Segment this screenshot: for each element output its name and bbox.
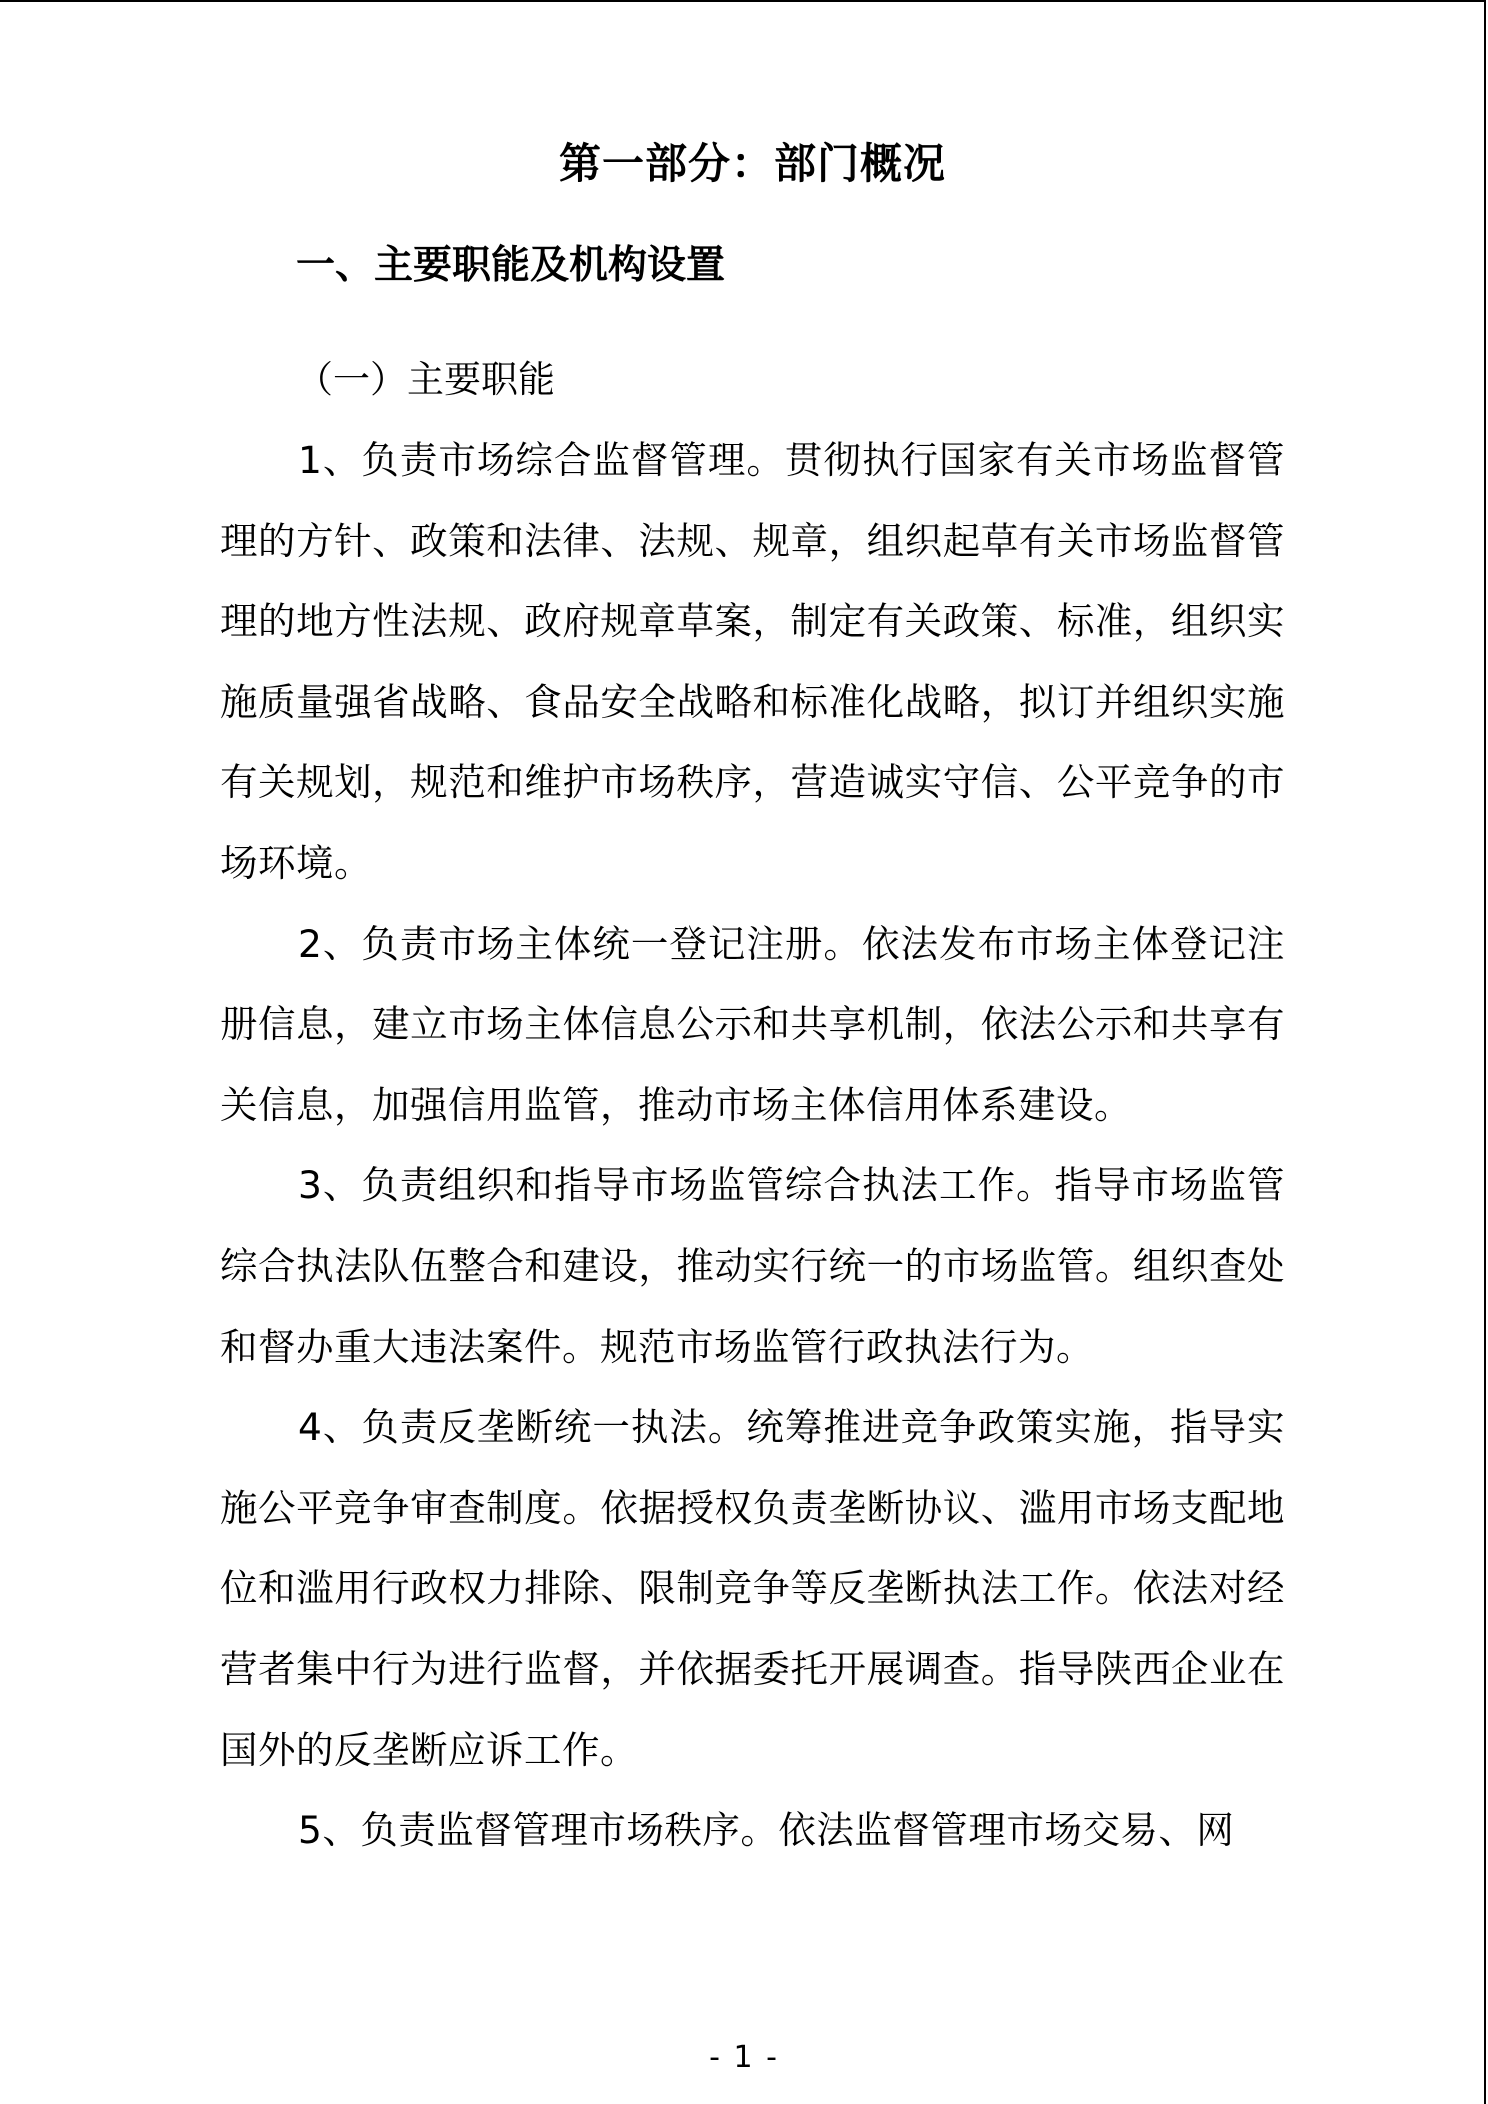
paragraph-3: 3、负责组织和指导市场监管综合执法工作。指导市场监管综合执法队伍整合和建设，推动实行统一的市场监管。组织查处和督办重大违法案件。规范市场监管行政执法行为。 bbox=[220, 1163, 1285, 1369]
subheading: （一）主要职能 bbox=[296, 358, 555, 401]
page-number: - 1 - bbox=[709, 2040, 779, 2075]
document-body bbox=[220, 132, 1285, 1871]
paragraph-4: 4、负责反垄断统一执法。统筹推进竞争政策实施，指导实施公平竞争审查制度。依据授权负责垄断协议、滥用市场支配地位和滥用行政权力排除、限制竞争等反垄断执法工作。依法对经营者集中行为进行监督，并依据委托开展调查。指导陕西企业在国外的反垄断应诉工作。 bbox=[220, 1405, 1285, 1772]
paragraph-1: 1、负责市场综合监督管理。贯彻执行国家有关市场监督管理的方针、政策和法律、法规、规章，组织起草有关市场监督管理的地方性法规、政府规章草案，制定有关政策、标准，组织实施质量强省战略、食品安全战略和标准化战略，拟订并组织实施有关规划，规范和维护市场秩序，营造诚实守信、公平竞争的市场环境。 bbox=[220, 438, 1285, 885]
paragraph-5: 5、负责监督管理市场秩序。依法监督管理市场交易、网 bbox=[298, 1808, 1235, 1853]
paragraph-2: 2、负责市场主体统一登记注册。依法发布市场主体登记注册信息，建立市场主体信息公示和共享机制，依法公示和共享有关信息，加强信用监管，推动市场主体信用体系建设。 bbox=[220, 921, 1285, 1127]
section-heading: 一、主要职能及机构设置 bbox=[296, 243, 726, 288]
page-title: 第一部分：部门概况 bbox=[558, 139, 946, 188]
